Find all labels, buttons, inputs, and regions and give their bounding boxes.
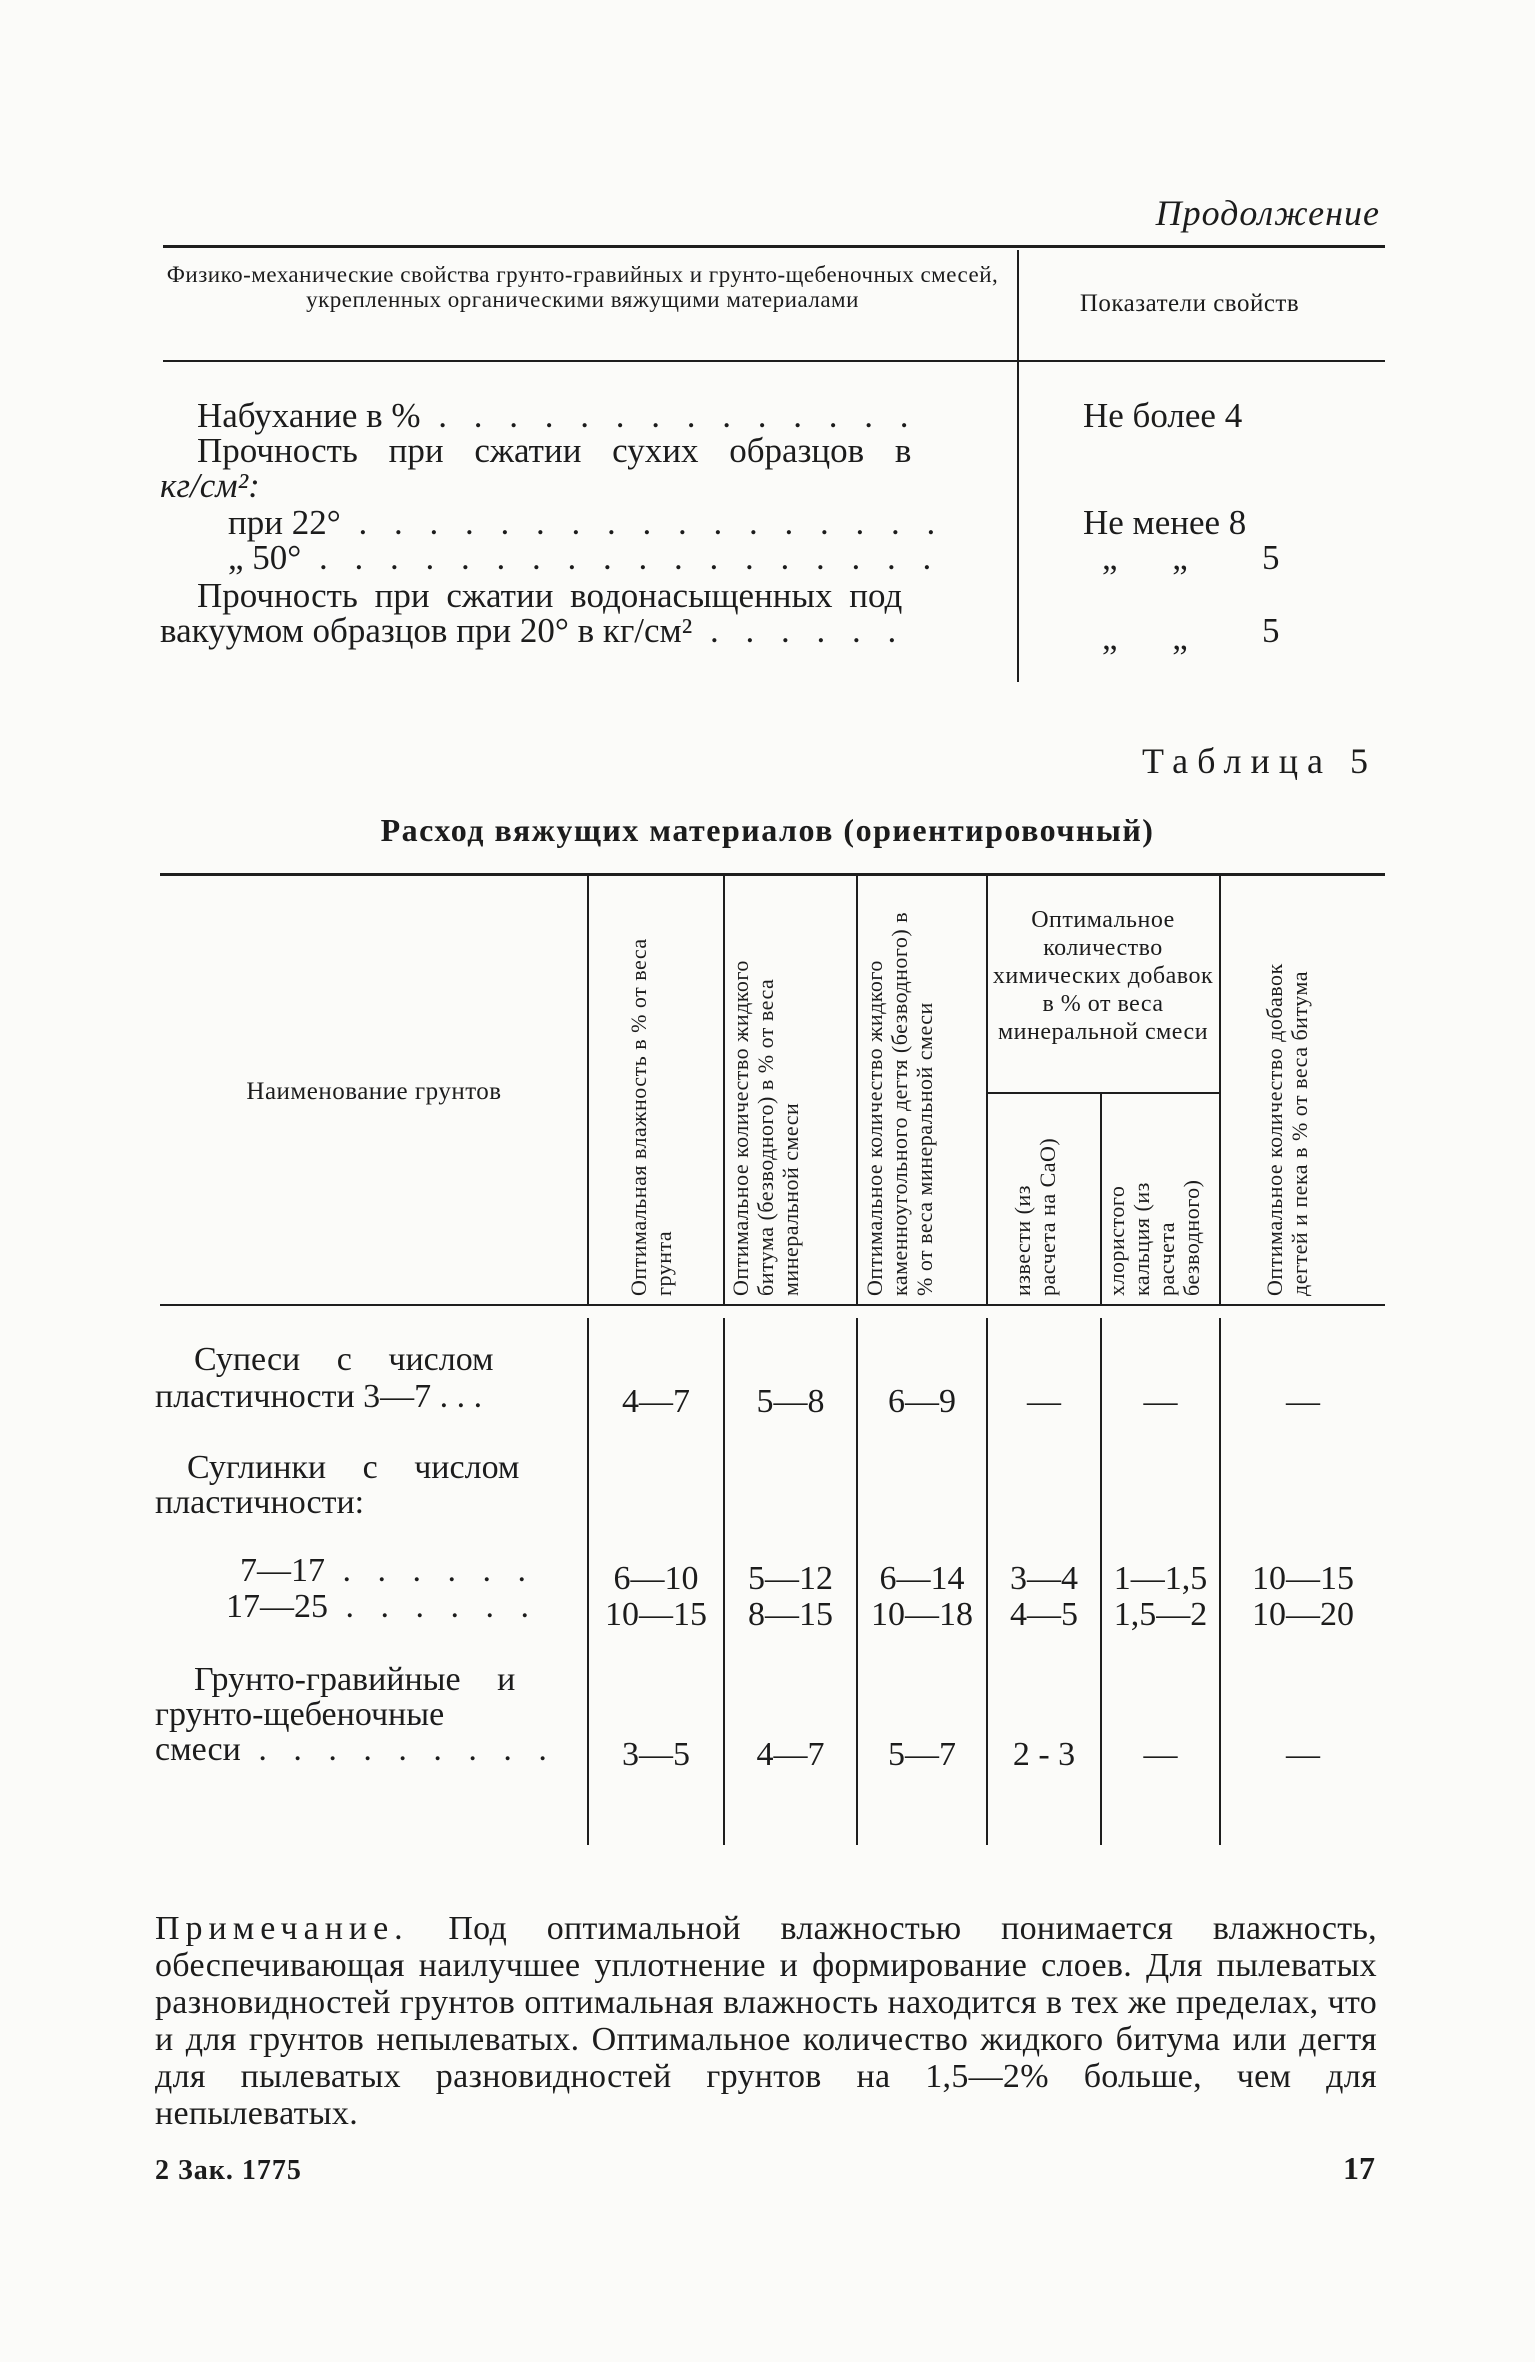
table5-row3-pitch: —	[1286, 1736, 1320, 1773]
table5-row2b-pitch: 10—20	[1252, 1596, 1354, 1633]
table5-number: Таблица 5	[1142, 741, 1377, 781]
table5-note	[155, 1910, 1377, 2132]
table5-row1-label-1: Супеси с числом	[194, 1341, 494, 1378]
table5-vline-6	[1219, 876, 1221, 1304]
table4-value-wet-ditto: „ „	[1102, 618, 1188, 657]
table4-row-wet-units: вакуумом образцов при 20° в кг/см² . . . . . .	[160, 611, 906, 650]
table5-row2a-moisture: 6—10	[613, 1560, 699, 1597]
table5-row3-tar: 5—7	[888, 1736, 956, 1773]
table4-divider	[1017, 250, 1019, 682]
table4-value-swelling: Не более 4	[1083, 396, 1243, 435]
table5-row3-moisture: 3—5	[622, 1736, 690, 1773]
table5-row2a-label: 7—17 . . . . . .	[240, 1552, 535, 1589]
note-lead: Примечание.	[155, 1910, 409, 1947]
table5-vline-5	[1100, 1094, 1102, 1304]
table5-header-moisture: Оптимальная влажность в % от веса грунта	[626, 938, 676, 1296]
table4-header-properties: Физико-механические свойства грунто-гравийных и грунто-щебеночных смесей, укрепленных органическими вяжущими материалами	[166, 262, 999, 312]
table5-row1-moisture: 4—7	[622, 1383, 690, 1420]
table4-top-rule	[163, 245, 1385, 248]
table5-row2a-pitch: 10—15	[1252, 1560, 1354, 1597]
table5-row2b-lime: 4—5	[1010, 1596, 1078, 1633]
table5-row2a-bitumen: 5—12	[748, 1560, 833, 1597]
table5-row1-lime: —	[1027, 1383, 1061, 1420]
table5-row3-label-1: Грунто-гравийные и	[194, 1661, 516, 1698]
table4-row-22: при 22° . . . . . . . . . . . . . . . . .	[228, 503, 945, 542]
table5-header-pitch: Оптимальное количество добавок дегтей и пека в % от веса битума	[1262, 963, 1312, 1296]
table4-value-50-ditto: „ „	[1102, 538, 1188, 577]
table4-row-swelling: Набухание в % . . . . . . . . . . . . . .	[197, 396, 918, 435]
table5-vline-1	[587, 876, 589, 1304]
table5-row1-pitch: —	[1286, 1383, 1320, 1420]
table5-header-name: Наименование грунтов	[246, 1078, 502, 1105]
table5-chem-subrule	[988, 1092, 1219, 1094]
table5-header-lime: извести (из расчета на CaO)	[1010, 1137, 1060, 1296]
table4-value-wet: 5	[1262, 611, 1280, 650]
table4-row-dry-strength: Прочность при сжатии сухих образцов в	[197, 431, 912, 470]
continuation-label: Продолжение	[1155, 193, 1380, 233]
table5-row2b-moisture: 10—15	[605, 1596, 707, 1633]
table5-row2b-bitumen: 8—15	[748, 1596, 833, 1633]
table5-row3-calcium: —	[1143, 1736, 1178, 1773]
table5-row2b-tar: 10—18	[871, 1596, 973, 1633]
table5-row2a-calcium: 1—1,5	[1113, 1560, 1208, 1597]
table5-row2b-label: 17—25 . . . . . .	[226, 1588, 538, 1625]
table5-header-bitumen: Оптимальное количество жидкого битума (безводного) в % от веса минеральной смеси	[728, 960, 803, 1296]
note-text: Под оптимальной влажностью понимается влажность, обеспечивающая наилучшее уплотнение и формирование слоев. Для пылеватых разновидностей грунтов оптимальная влажность находится в тех же пределах, что и для грунтов непылеватых. Оптимальное количество жидкого битума или дегтя для пылеватых разновидностей грунтов на 1,5—2% больше, чем для непылеватых.	[155, 1910, 1377, 2132]
table5-row3-label-2: грунто-щебеночные	[155, 1696, 445, 1733]
table5-row1-calcium: —	[1143, 1383, 1178, 1420]
table4-row-dry-units: кг/см²:	[160, 466, 260, 505]
table5-row2-label-2: пластичности:	[155, 1484, 365, 1521]
table5-row3-bitumen: 4—7	[756, 1736, 825, 1773]
table4-row-50: „ 50° . . . . . . . . . . . . . . . . . .	[228, 538, 941, 577]
table5-row3-lime: 2 - 3	[1012, 1736, 1076, 1773]
table5-header-calcium: хлористого кальция (из расчета безводного)	[1104, 1179, 1204, 1296]
table5-top-rule	[160, 873, 1385, 876]
order-number: 2 Зак. 1775	[155, 2155, 302, 2186]
table4-value-50: 5	[1262, 538, 1280, 577]
table5-row2a-lime: 3—4	[1010, 1560, 1078, 1597]
table5-row2a-tar: 6—14	[879, 1560, 965, 1597]
table5-row2b-calcium: 1,5—2	[1113, 1596, 1208, 1633]
table4-row-wet-strength: Прочность при сжатии водонасыщенных под	[197, 576, 903, 615]
table5-vline-3	[856, 876, 858, 1304]
table5-row1-label-2: пластичности 3—7 . . .	[155, 1378, 483, 1415]
table5-row1-tar: 6—9	[888, 1383, 956, 1420]
table5-row2-label-1: Суглинки с числом	[187, 1449, 520, 1486]
table5-header-tar: Оптимальное количество жидкого каменноугольного дегтя (безводного) в % от веса минеральной смеси	[862, 911, 937, 1296]
table5-row3-label-3: смеси . . . . . . . . .	[155, 1731, 556, 1768]
table5-header-rule	[160, 1304, 1385, 1306]
table4-header-values: Показатели свойств	[1079, 290, 1300, 317]
table5-row1-bitumen: 5—8	[756, 1383, 825, 1420]
table4-header-rule	[163, 360, 1385, 362]
table5-vline-2	[723, 876, 725, 1304]
table5-header-chem: Оптимальное количество химических добавок в % от веса минеральной смеси	[992, 907, 1214, 1045]
table4-value-22: Не менее 8	[1083, 503, 1247, 542]
page-number: 17	[1343, 2150, 1375, 2186]
table5-title: Расход вяжущих материалов (ориентировочный)	[380, 812, 1155, 848]
